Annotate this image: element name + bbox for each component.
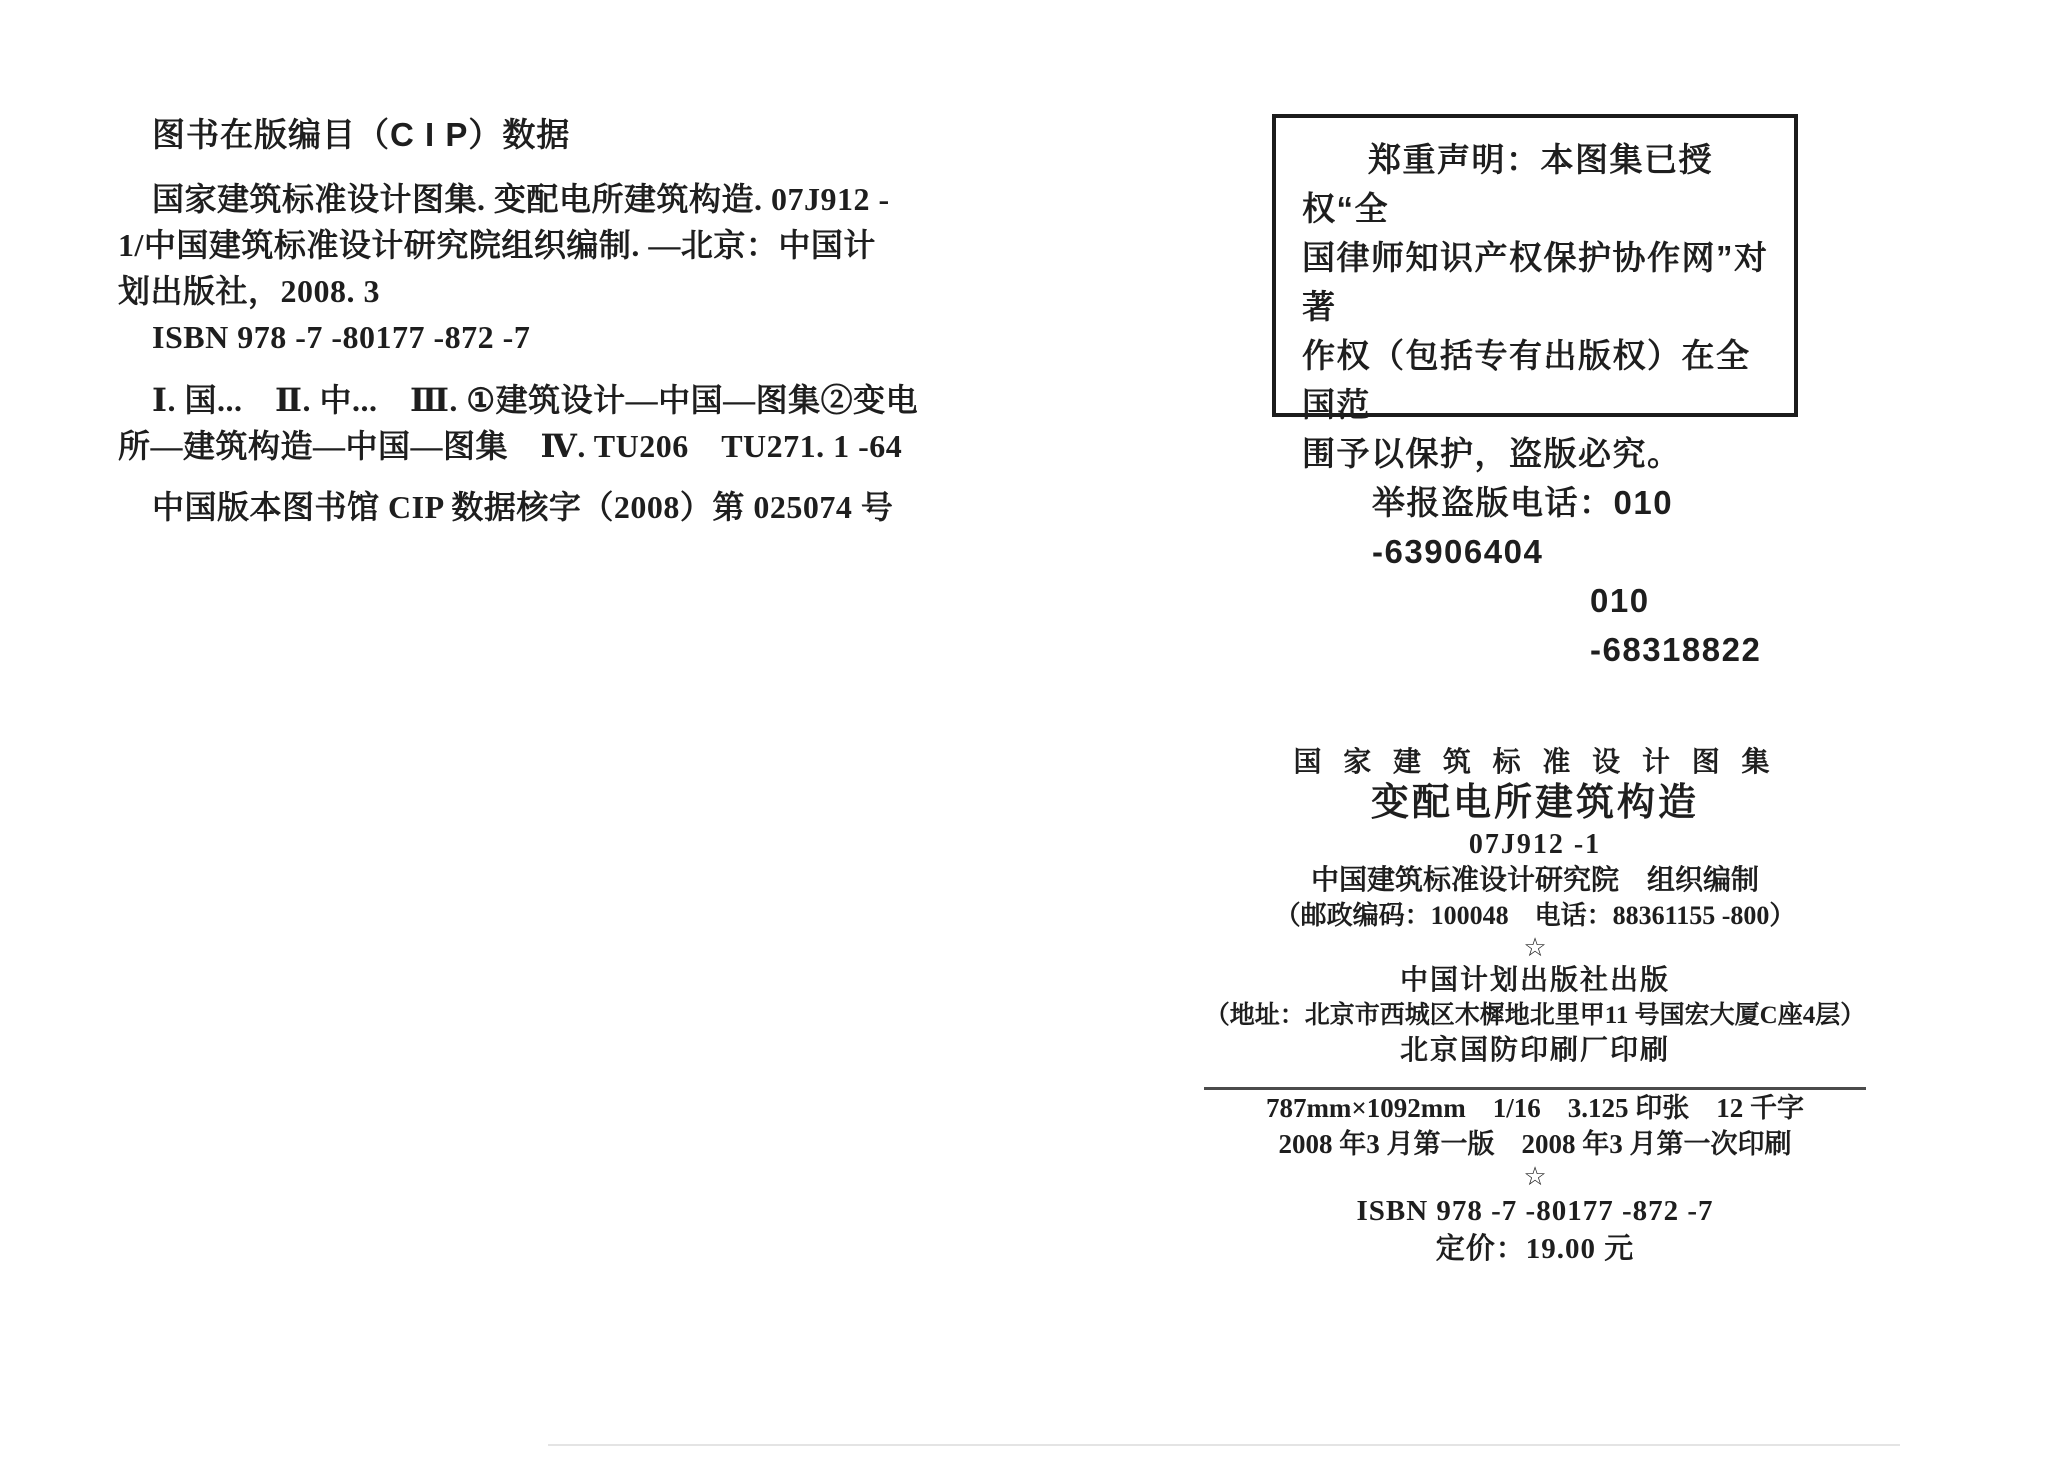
publisher: 中国计划出版社出版 — [1399, 965, 1670, 996]
star-divider-icon: ☆ — [1523, 1162, 1547, 1191]
cip-line-title: 国家建筑标准设计图集. 变配电所建筑构造. 07J912 - — [152, 181, 890, 217]
series-name: 国 家 建 筑 标 准 设 计 图 集 — [1293, 746, 1777, 777]
scan-artifact-line — [548, 1444, 1900, 1446]
isbn: ISBN 978 -7 -80177 -872 -7 — [1356, 1195, 1714, 1227]
cip-line-year: 划出版社，2008. 3 — [118, 273, 381, 309]
print-format: 787mm×1092mm 1/16 3.125 印张 12 千字 — [1265, 1093, 1805, 1123]
cip-line-publisher: 1/中国建筑标准设计研究院组织编制. —北京：中国计 — [118, 227, 876, 263]
colophon-block — [1185, 745, 1885, 1268]
star-divider-icon: ☆ — [1523, 933, 1547, 962]
notice-hotline-1: 举报盗版电话：010 -63906404 — [1372, 484, 1674, 570]
cip-line-classification-2: 所—建筑构造—中国—图集 Ⅳ. TU206 TU271. 1 -64 — [118, 428, 903, 464]
cip-block — [118, 116, 948, 530]
notice-line: 作权（包括专有出版权）在全国范 — [1302, 337, 1751, 423]
atlas-code: 07J912 -1 — [1468, 829, 1602, 860]
publisher-address: （地址：北京市西城区木樨地北里甲11 号国宏大厦C座4层） — [1204, 1002, 1866, 1029]
compiler-contact: （邮政编码：100048 电话：88361155 -800） — [1274, 901, 1796, 930]
notice-line: 围予以保护，盗版必究。 — [1302, 435, 1682, 472]
cip-record-number: 中国版本图书馆 CIP 数据核字（2008）第 025074 号 — [152, 489, 894, 525]
notice-hotline-2: 010 -68318822 — [1590, 582, 1762, 668]
cip-line-classification-1: Ⅰ. 国... Ⅱ. 中... Ⅲ. ①建筑设计—中国—图集②变电 — [152, 382, 919, 418]
cip-heading: 图书在版编目（C I P）数据 — [152, 116, 571, 153]
compiler: 中国建筑标准设计研究院 组织编制 — [1310, 865, 1759, 896]
printer: 北京国防印刷厂印刷 — [1399, 1035, 1670, 1066]
price: 定价：19.00 元 — [1435, 1233, 1635, 1265]
book-title: 变配电所建筑构造 — [1370, 782, 1699, 824]
cip-line-isbn: ISBN 978 -7 -80177 -872 -7 — [152, 319, 531, 355]
notice-line: 国律师知识产权保护协作网”对著 — [1302, 239, 1769, 325]
piracy-notice-box — [1272, 114, 1798, 668]
notice-line: 郑重声明：本图集已授权“全 — [1302, 141, 1713, 227]
edition-info: 2008 年3 月第一版 2008 年3 月第一次印刷 — [1278, 1129, 1792, 1159]
